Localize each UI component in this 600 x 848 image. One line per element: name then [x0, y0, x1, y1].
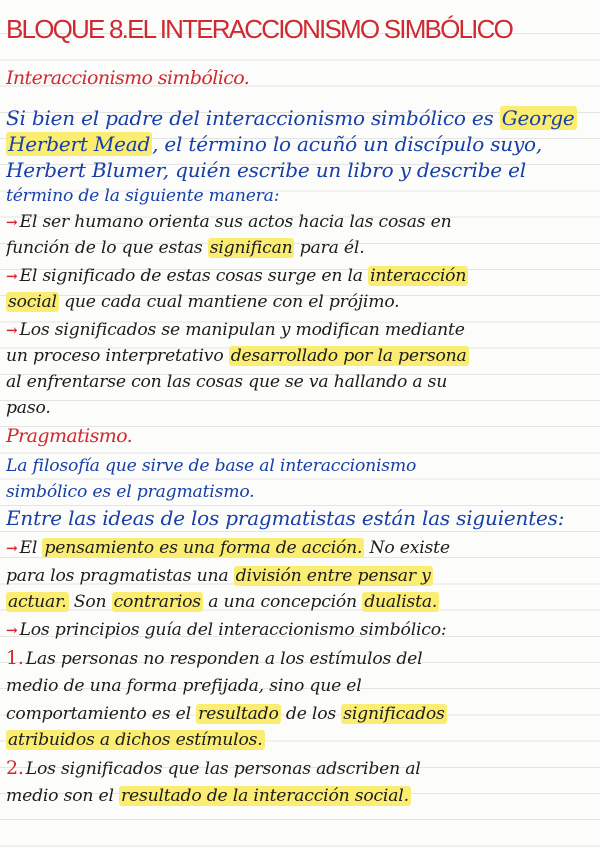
- text-span: El: [19, 538, 38, 558]
- text-line: [6, 728, 596, 752]
- text-line: simbólico es el pragmatismo.: [6, 482, 255, 502]
- text-span: función de lo que estas: [6, 238, 203, 258]
- highlight-herbert-mead: Herbert Mead: [8, 132, 151, 156]
- highlight-significados: significados: [343, 704, 445, 724]
- text-line: medio de una forma prefijada, sino que el: [6, 676, 362, 696]
- text-span: Los principios guía del interaccionismo simbólico:: [19, 620, 447, 640]
- highlight-contrarios: contrarios: [113, 592, 201, 612]
- text-span: Son: [73, 592, 107, 612]
- number-marker: 1.: [6, 647, 24, 669]
- arrow-icon: →: [6, 215, 18, 231]
- text-line: [6, 564, 596, 588]
- page-title: BLOQUE 8.EL INTERACCIONISMO SIMBÓLICO: [6, 14, 512, 44]
- text-span: un proceso interpretativo: [6, 346, 224, 366]
- text-line: La filosofía que sirve de base al interaccionismo: [6, 456, 417, 476]
- highlight-dualista: dualista.: [364, 592, 438, 612]
- text-line: [6, 702, 596, 726]
- text-line: [6, 106, 596, 130]
- highlight-atribuidos: atribuidos a dichos estímulos.: [8, 730, 263, 750]
- number-marker: 2.: [6, 757, 24, 779]
- highlight-interaccion: interacción: [370, 266, 467, 286]
- text-span: que cada cual mantiene con el prójimo.: [64, 292, 400, 312]
- text-line: [6, 236, 596, 260]
- arrow-icon: →: [6, 323, 18, 339]
- arrow-icon: →: [6, 623, 18, 639]
- text-line: [6, 290, 596, 314]
- text-span: Las personas no responden a los estímulos del: [25, 649, 423, 669]
- text-line: paso.: [6, 398, 51, 418]
- text-span: El ser humano orienta sus actos hacia las cosas en: [19, 212, 452, 232]
- bullet-line: [6, 536, 596, 560]
- text-line: Entre las ideas de los pragmatistas están las siguientes:: [6, 506, 565, 530]
- arrow-icon: →: [6, 269, 18, 285]
- text-span: de los: [285, 704, 336, 724]
- highlight-actuar: actuar.: [8, 592, 67, 612]
- arrow-icon: →: [6, 541, 18, 557]
- text-span: a una concepción: [208, 592, 357, 612]
- text-line: término de la siguiente manera:: [6, 186, 280, 206]
- text-line: [6, 344, 596, 368]
- highlight-interaccion-social: resultado de la interacción social.: [121, 786, 409, 806]
- text-line: [6, 590, 596, 614]
- text-span: El significado de estas cosas surge en la: [19, 266, 363, 286]
- bullet-line: [6, 318, 596, 342]
- highlight-social: social: [8, 292, 57, 312]
- text-span: Los significados se manipulan y modifican mediante: [19, 320, 465, 340]
- text-span: medio son el: [6, 786, 114, 806]
- text-span: Los significados que las personas adscriben al: [25, 759, 421, 779]
- highlight-desarrollado: desarrollado por la persona: [230, 346, 467, 366]
- section-heading-pragmatismo: Pragmatismo.: [6, 425, 133, 447]
- highlight-george: George: [501, 106, 575, 130]
- text-span: No existe: [369, 538, 450, 558]
- text-line: al enfrentarse con las cosas que se va hallando a su: [6, 372, 448, 392]
- highlight-pensamiento: pensamiento es una forma de acción.: [44, 538, 363, 558]
- highlight-significan: significan: [209, 238, 293, 258]
- text-span: para los pragmatistas una: [6, 566, 229, 586]
- highlight-resultado: resultado: [198, 704, 279, 724]
- text-line: [6, 132, 596, 156]
- text-span: Si bien el padre del interaccionismo simbólico es: [6, 106, 494, 130]
- bullet-line: [6, 618, 596, 642]
- highlight-division: división entre pensar y: [235, 566, 431, 586]
- numbered-line: [6, 756, 596, 780]
- numbered-line: [6, 646, 596, 670]
- text-line: Herbert Blumer, quién escribe un libro y describe el: [6, 158, 526, 182]
- text-span: comportamiento es el: [6, 704, 191, 724]
- bullet-line: [6, 264, 596, 288]
- text-span: para él.: [299, 238, 365, 258]
- section-heading-interaccionismo: Interaccionismo simbólico.: [6, 67, 250, 89]
- text-line: [6, 784, 596, 808]
- text-span: , el término lo acuñó un discípulo suyo,: [152, 132, 543, 156]
- bullet-line: [6, 210, 596, 234]
